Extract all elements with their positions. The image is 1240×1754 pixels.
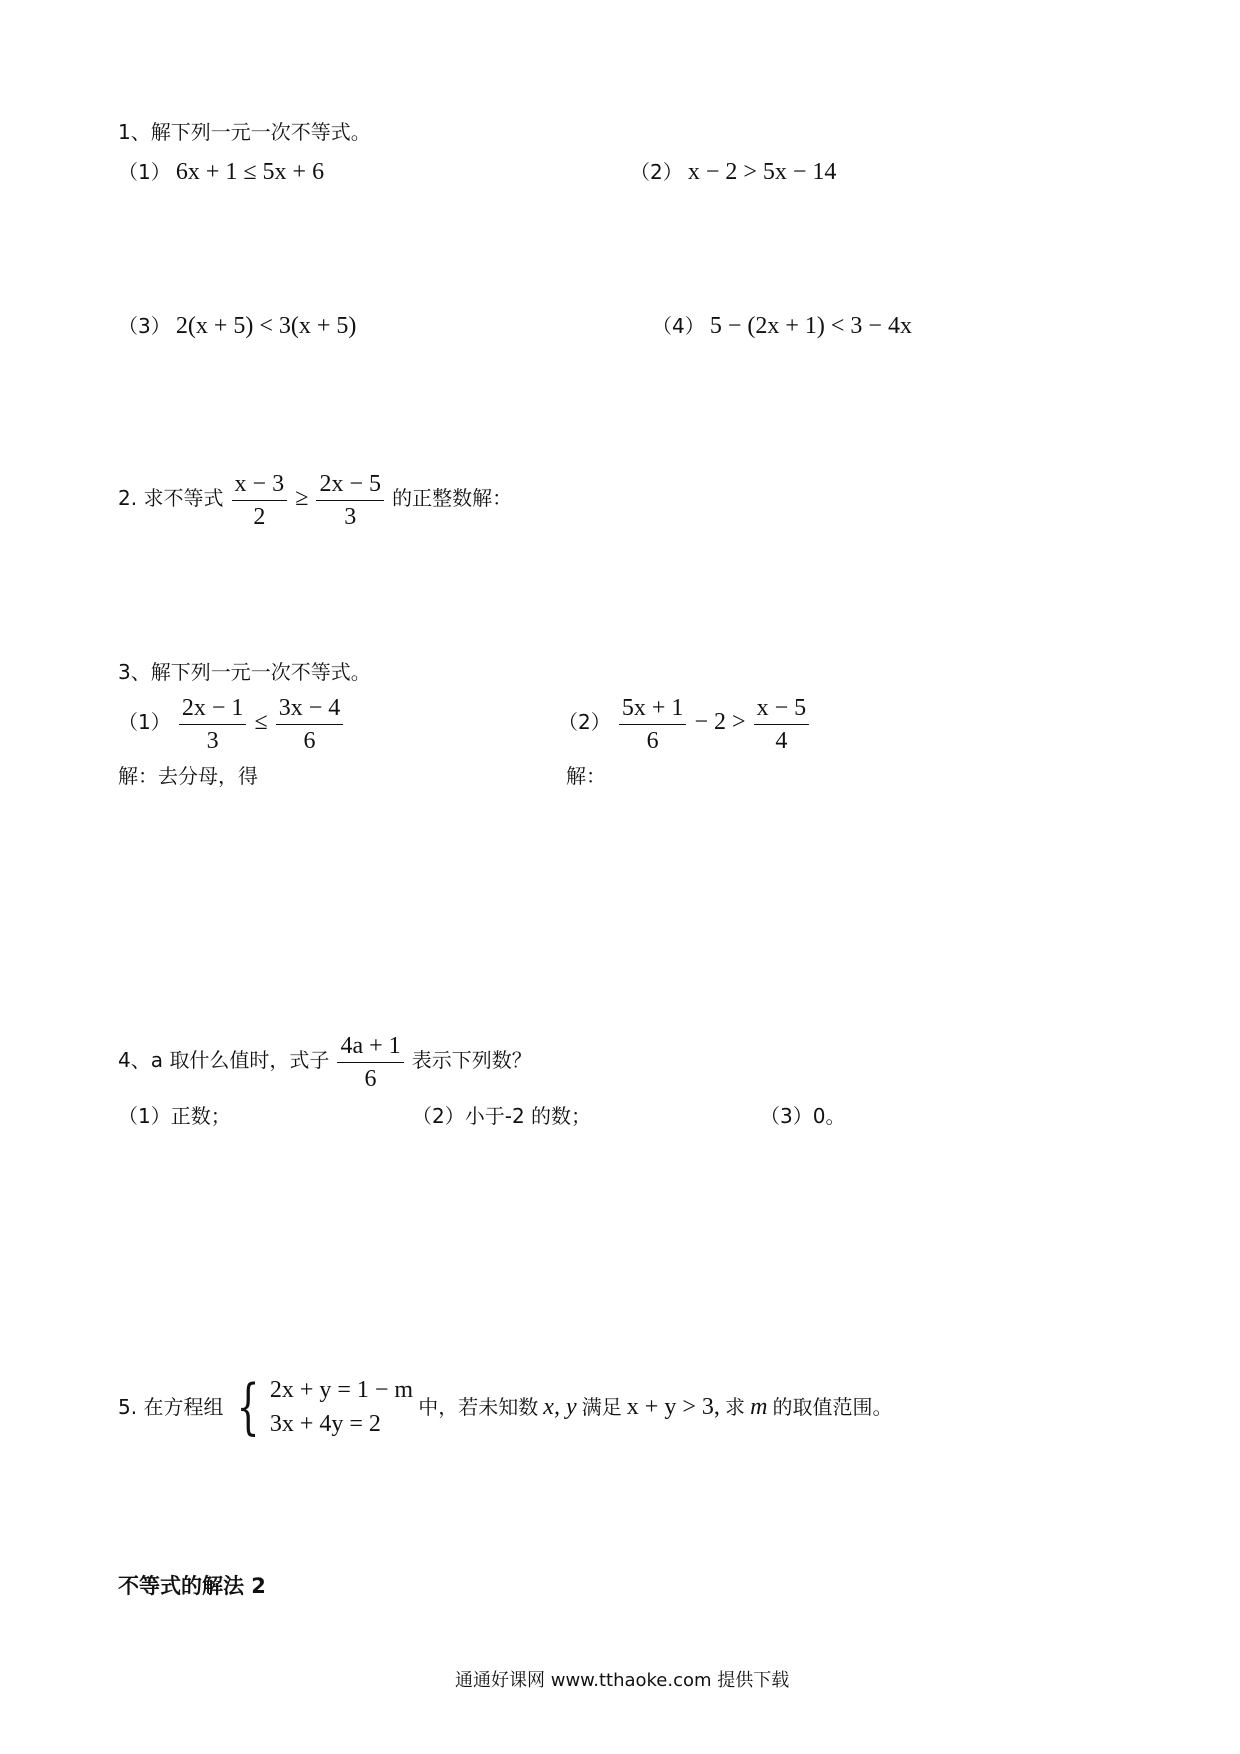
q5-equations (270, 1373, 413, 1441)
q1-title: 1、解下列一元一次不等式。 (118, 120, 371, 144)
q1-part2-label: （2） (630, 160, 683, 184)
q2-frac1-den: 2 (253, 504, 266, 530)
q5-satisfy: 满足 (581, 1395, 622, 1419)
q1-part2-expr: x − 2 > 5x − 14 (687, 159, 837, 185)
q3-part2-num1: 5x + 1 (619, 694, 687, 725)
q3-part1-num1: 2x − 1 (179, 694, 247, 725)
q4-line (118, 1032, 532, 1093)
q3-part1-den1: 3 (206, 728, 219, 754)
q4-frac-den: 6 (364, 1066, 377, 1092)
q1-part4-label: （4） (652, 314, 705, 338)
q5-vars: x, y (543, 1394, 577, 1420)
q3-part2-frac-right (754, 694, 810, 755)
q5-prefix: 5. 在方程组 (118, 1395, 224, 1419)
q1-part3 (118, 312, 356, 340)
q3-part1-label: （1） (118, 710, 171, 734)
page-footer: 通通好课网 www.tthaoke.com 提供下载 (455, 1670, 790, 1691)
q5-equation-system (229, 1373, 414, 1441)
q2-frac2-den: 3 (344, 504, 357, 530)
q3-part1-num2: 3x − 4 (276, 694, 344, 725)
q3-part1-den2: 6 (303, 728, 316, 754)
q1-part1 (118, 158, 324, 186)
q2-frac1-num: x − 3 (232, 470, 288, 501)
q2-line (118, 470, 512, 531)
q3-part2 (558, 694, 812, 755)
q1-part4-expr: 5 − (2x + 1) < 3 − 4x (709, 313, 912, 339)
q4-part2: （2）小于-2 的数； (412, 1104, 592, 1128)
q3-title: 3、解下列一元一次不等式。 (118, 660, 371, 684)
q4-frac-num: 4a + 1 (337, 1032, 403, 1063)
q4-fraction (337, 1032, 403, 1093)
q5-middle: 中，若未知数 (418, 1395, 539, 1419)
q4-prefix: 4、a 取什么值时，式子 (118, 1048, 330, 1072)
q3-answer2: 解： (566, 764, 606, 788)
q3-part1-operator: ≤ (254, 709, 268, 735)
q5-ask: 求 (724, 1395, 745, 1419)
q1-part2 (630, 158, 836, 186)
q1-part1-label: （1） (118, 160, 171, 184)
q2-fraction-right (316, 470, 384, 531)
q3-part2-num2: x − 5 (754, 694, 810, 725)
q1-part3-label: （3） (118, 314, 171, 338)
q2-prefix: 2. 求不等式 (118, 486, 224, 510)
q3-part1-frac-right (276, 694, 344, 755)
q5-m: m (750, 1394, 768, 1420)
q5-eq2: 3x + 4y = 2 (269, 1411, 381, 1437)
q5-eq1: 2x + y = 1 − m (269, 1377, 414, 1403)
q3-part1-frac-left (179, 694, 247, 755)
q2-fraction-left (232, 470, 288, 531)
q1-part1-expr: 6x + 1 ≤ 5x + 6 (175, 159, 325, 185)
q3-part2-frac-left (619, 694, 687, 755)
q1-part3-expr: 2(x + 5) < 3(x + 5) (175, 313, 357, 339)
q3-part2-mid: − 2 > (694, 709, 746, 735)
q3-part1 (118, 694, 346, 755)
q3-part2-den2: 4 (775, 728, 788, 754)
q5-condition: x + y > 3, (626, 1394, 720, 1420)
q2-suffix: 的正整数解： (392, 486, 513, 510)
q2-frac2-num: 2x − 5 (316, 470, 384, 501)
q4-part3: （3）0。 (760, 1104, 846, 1128)
q4-suffix: 表示下列数？ (411, 1048, 532, 1072)
q1-part4 (652, 312, 912, 340)
q2-operator: ≥ (295, 485, 309, 511)
q5-line (118, 1373, 893, 1441)
q3-part2-label: （2） (558, 710, 611, 734)
left-brace-icon: { (236, 1372, 260, 1442)
q5-end: 的取值范围。 (772, 1395, 893, 1419)
q3-answer1: 解：去分母，得 (118, 764, 258, 788)
q4-part1: （1）正数； (118, 1104, 231, 1128)
q3-part2-den1: 6 (646, 728, 659, 754)
section-title: 不等式的解法 2 (118, 1574, 266, 1598)
